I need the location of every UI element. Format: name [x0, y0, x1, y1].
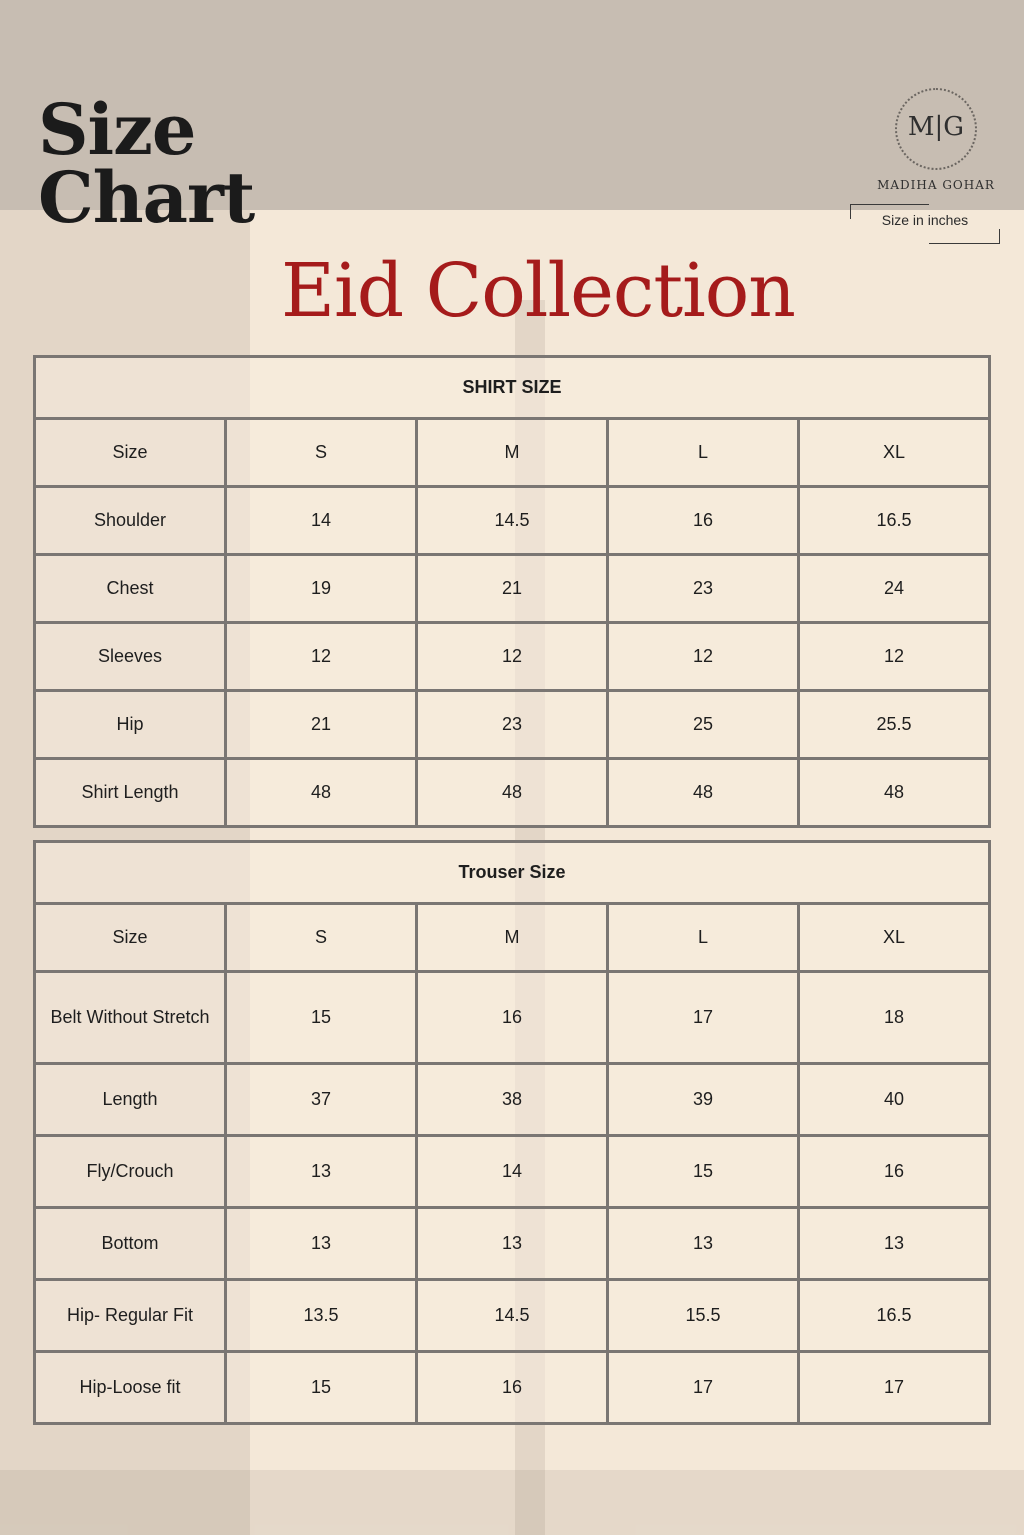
table-cell: 15 — [226, 1352, 417, 1424]
table-cell: 40 — [799, 1064, 990, 1136]
table-cell: 15.5 — [608, 1280, 799, 1352]
title-line-1: Size — [38, 88, 196, 171]
row-label: Sleeves — [35, 623, 226, 691]
table-cell: 16 — [799, 1136, 990, 1208]
table-cell: 48 — [226, 759, 417, 827]
column-header: S — [226, 419, 417, 487]
table-row — [35, 759, 990, 827]
table-row — [35, 1064, 990, 1136]
row-label: Belt Without Stretch — [35, 972, 226, 1064]
trouser-size-table — [33, 840, 991, 1425]
shadow-shape — [0, 1470, 1024, 1535]
logo-monogram: M|G — [907, 112, 965, 142]
table-header-row — [35, 419, 990, 487]
table-row — [35, 1208, 990, 1280]
table-row — [35, 1280, 990, 1352]
table-cell: 13 — [799, 1208, 990, 1280]
column-header: S — [226, 904, 417, 972]
table-row — [35, 691, 990, 759]
table-cell: 17 — [608, 972, 799, 1064]
table-cell: 16.5 — [799, 487, 990, 555]
table-cell: 23 — [417, 691, 608, 759]
table-cell: 16 — [417, 972, 608, 1064]
table-cell: 12 — [417, 623, 608, 691]
row-label: Bottom — [35, 1208, 226, 1280]
column-header: L — [608, 904, 799, 972]
table-cell: 17 — [799, 1352, 990, 1424]
table-row — [35, 555, 990, 623]
table-row — [35, 623, 990, 691]
table-cell: 38 — [417, 1064, 608, 1136]
shirt-table-heading: SHIRT SIZE — [35, 357, 990, 419]
table-cell: 12 — [608, 623, 799, 691]
table-cell: 24 — [799, 555, 990, 623]
table-row — [35, 972, 990, 1064]
row-label: Chest — [35, 555, 226, 623]
table-cell: 21 — [417, 555, 608, 623]
collection-title: Eid Collection — [281, 248, 795, 334]
page-title — [38, 88, 255, 239]
table-cell: 16.5 — [799, 1280, 990, 1352]
row-label: Hip- Regular Fit — [35, 1280, 226, 1352]
unit-note-box — [850, 204, 1000, 244]
table-cell: 21 — [226, 691, 417, 759]
table-cell: 48 — [417, 759, 608, 827]
unit-note-bracket-bottom — [929, 229, 1000, 244]
table-cell: 14.5 — [417, 487, 608, 555]
table-cell: 48 — [608, 759, 799, 827]
column-header: Size — [35, 419, 226, 487]
table-cell: 25 — [608, 691, 799, 759]
title-line-2: Chart — [38, 156, 255, 239]
column-header: M — [417, 904, 608, 972]
column-header: XL — [799, 419, 990, 487]
table-cell: 15 — [226, 972, 417, 1064]
trouser-table-heading: Trouser Size — [35, 842, 990, 904]
column-header: Size — [35, 904, 226, 972]
table-cell: 15 — [608, 1136, 799, 1208]
column-header: L — [608, 419, 799, 487]
logo-brand-name: MADIHA GOHAR — [877, 178, 995, 192]
table-cell: 13 — [608, 1208, 799, 1280]
table-cell: 13 — [226, 1208, 417, 1280]
table-cell: 37 — [226, 1064, 417, 1136]
column-header: M — [417, 419, 608, 487]
table-cell: 16 — [608, 487, 799, 555]
table-cell: 25.5 — [799, 691, 990, 759]
column-header: XL — [799, 904, 990, 972]
table-cell: 16 — [417, 1352, 608, 1424]
row-label: Fly/Crouch — [35, 1136, 226, 1208]
logo-wreath-icon — [895, 88, 977, 170]
table-row — [35, 487, 990, 555]
row-label: Shoulder — [35, 487, 226, 555]
brand-logo — [872, 88, 1000, 192]
table-cell: 12 — [799, 623, 990, 691]
table-cell: 14 — [226, 487, 417, 555]
table-cell: 23 — [608, 555, 799, 623]
table-row — [35, 1352, 990, 1424]
table-cell: 12 — [226, 623, 417, 691]
table-cell: 48 — [799, 759, 990, 827]
table-cell: 19 — [226, 555, 417, 623]
table-cell: 14 — [417, 1136, 608, 1208]
table-cell: 17 — [608, 1352, 799, 1424]
table-cell: 14.5 — [417, 1280, 608, 1352]
row-label: Hip-Loose fit — [35, 1352, 226, 1424]
table-cell: 13 — [417, 1208, 608, 1280]
table-cell: 13 — [226, 1136, 417, 1208]
row-label: Length — [35, 1064, 226, 1136]
table-cell: 39 — [608, 1064, 799, 1136]
shirt-size-table — [33, 355, 991, 828]
table-header-row — [35, 904, 990, 972]
table-cell: 13.5 — [226, 1280, 417, 1352]
unit-note: Size in inches — [881, 212, 969, 228]
row-label: Hip — [35, 691, 226, 759]
table-cell: 18 — [799, 972, 990, 1064]
table-row — [35, 1136, 990, 1208]
row-label: Shirt Length — [35, 759, 226, 827]
